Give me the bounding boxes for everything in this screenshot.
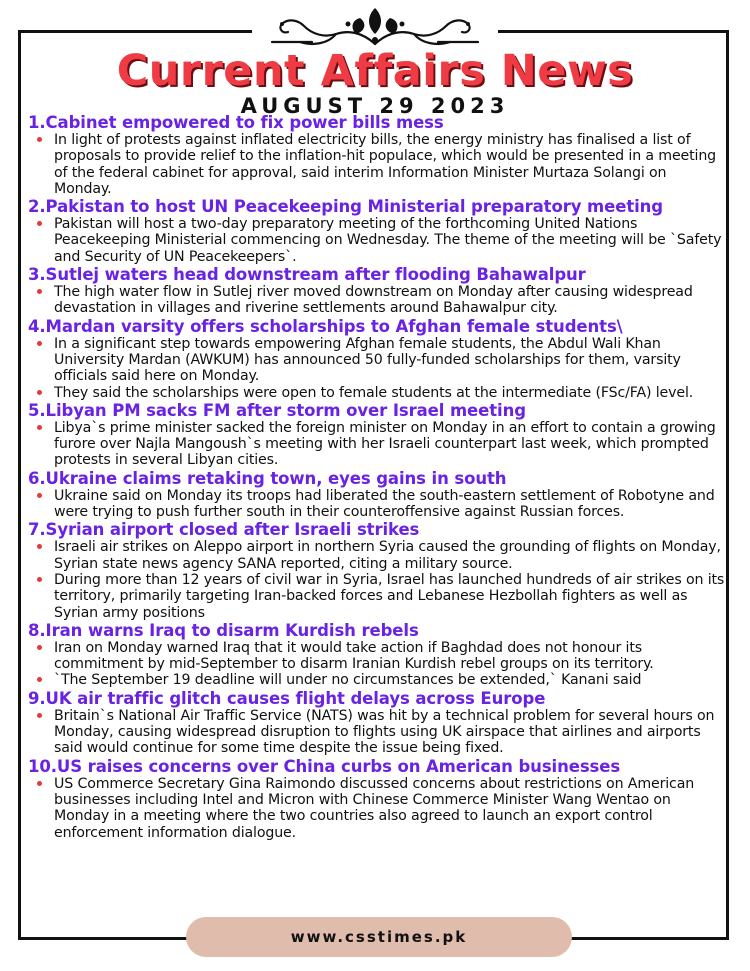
news-bullet-text: Israeli air strikes on Aleppo airport in northern Syria caused the grounding of flights on Monday, Syrian state news agency SANA reported, citing a military source.	[54, 539, 721, 572]
red-dot-bullet-icon	[37, 341, 42, 346]
news-item	[28, 469, 728, 521]
red-dot-bullet-icon	[37, 289, 42, 294]
news-item	[28, 621, 728, 689]
news-headline: 10.US raises concerns over China curbs on American businesses	[28, 756, 621, 776]
red-dot-bullet-icon	[37, 493, 42, 498]
page-date: AUGUST 29 2023	[240, 94, 510, 118]
red-dot-bullet-icon	[37, 577, 42, 582]
news-headline: 6.Ukraine claims retaking town, eyes gains in south	[28, 468, 507, 488]
news-bullet-text: US Commerce Secretary Gina Raimondo discussed concerns about restrictions on American businesses including Intel and Micron with Chinese Commerce Minister Wang Wentao on Monday in a meeting where the two countries also agreed to launch an export control enforcement information dialogue.	[54, 775, 695, 841]
news-item	[28, 520, 728, 620]
news-item	[28, 113, 728, 197]
news-bullet-text: `The September 19 deadline will under no circumstances be extended,` Kanani said	[54, 672, 642, 689]
news-bullet-text: In a significant step towards empowering Afghan female students, the Abdul Wali Khan University Mardan (AWKUM) has announced 50 fully-funded scholarships for them, varsity officials said here on Monday.	[54, 335, 681, 385]
news-bullet-text: In light of protests against inflated electricity bills, the energy ministry has finalised a list of proposals to provide relief to the inflation-hit populace, which would be presented in a meeting of the federal cabinet for approval, said interim Information Minister Murtaza Solangi on Monday.	[54, 132, 717, 197]
page-title: Current Affairs News	[116, 46, 634, 96]
news-item	[28, 757, 728, 841]
news-bullet-text: Iran on Monday warned Iraq that it would take action if Baghdad does not honour its commitment by mid-September to disarm Iranian Kurdish rebel groups on its territory.	[54, 639, 654, 673]
news-bullet	[54, 284, 728, 317]
red-dot-bullet-icon	[37, 781, 42, 786]
news-item	[28, 197, 728, 265]
news-bullet	[54, 488, 728, 521]
news-item	[28, 401, 728, 469]
red-dot-bullet-icon	[37, 677, 42, 682]
news-bullet	[54, 572, 728, 621]
news-list	[28, 113, 728, 841]
news-bullet	[54, 539, 728, 572]
news-headline: 4.Mardan varsity offers scholarships to Afghan female students\	[28, 316, 623, 336]
news-bullet	[54, 672, 728, 688]
news-bullet-text: Ukraine said on Monday its troops had liberated the south-eastern settlement of Robotyne and were trying to push further south in their counteroffensive against Russian forces.	[54, 487, 715, 521]
news-headline: 2.Pakistan to host UN Peacekeeping Ministerial preparatory meeting	[28, 197, 664, 217]
red-dot-bullet-icon	[37, 544, 42, 549]
news-bullet	[54, 708, 728, 757]
news-bullet	[54, 420, 728, 469]
news-item	[28, 317, 728, 401]
news-bullet-text: During more than 12 years of civil war in Syria, Israel has launched hundreds of air strikes on its territory, primarily targeting Iran-backed forces and Lebanese Hezbollah fighters as well as Syrian army positions	[54, 571, 725, 621]
website-footer: www.csstimes.pk	[186, 917, 572, 957]
news-bullet-text: Libya`s prime minister sacked the foreign minister on Monday in an effort to contain a growing furore over Najla Mangoush`s meeting with her Israeli counterpart last week, which prompted protests in several Libyan cities.	[54, 419, 716, 469]
news-bullet	[54, 216, 728, 265]
news-item	[28, 265, 728, 317]
news-headline: 9.UK air traffic glitch causes flight delays across Europe	[28, 688, 546, 708]
news-headline: 3.Sutlej waters head downstream after flooding Bahawalpur	[28, 265, 586, 285]
news-bullet	[54, 776, 728, 841]
news-bullet-text: They said the scholarships were open to female students at the intermediate (FSc/FA) level.	[54, 384, 694, 401]
news-bullet	[54, 132, 728, 197]
red-dot-bullet-icon	[37, 425, 42, 430]
red-dot-bullet-icon	[37, 137, 42, 142]
news-bullet-text: The high water flow in Sutlej river moved downstream on Monday after causing widespread devastation in villages and riverine settlements around Bahawalpur city.	[54, 284, 693, 317]
red-dot-bullet-icon	[37, 645, 42, 650]
news-headline: 5.Libyan PM sacks FM after storm over Israel meeting	[28, 400, 526, 420]
red-dot-bullet-icon	[37, 390, 42, 395]
news-headline: 8.Iran warns Iraq to disarm Kurdish rebels	[28, 620, 419, 640]
news-bullet-text: Britain`s National Air Traffic Service (NATS) was hit by a technical problem for several hours on Monday, causing widespread disruption to flights using UK airspace that airlines and airports said would continue for some time despite the issue being fixed.	[54, 707, 715, 757]
news-item	[28, 689, 728, 757]
red-dot-bullet-icon	[37, 713, 42, 718]
news-bullet	[54, 385, 728, 401]
news-headline: 7.Syrian airport closed after Israeli strikes	[28, 520, 420, 540]
news-bullet	[54, 640, 728, 673]
red-dot-bullet-icon	[37, 221, 42, 226]
news-bullet-text: Pakistan will host a two-day preparatory meeting of the forthcoming United Nations Peacekeeping Ministerial commencing on Wednesday. The theme of the meeting will be `Safety and Security of UN Peacekeepers`.	[54, 216, 722, 265]
news-headline: 1.Cabinet empowered to fix power bills mess	[28, 113, 444, 132]
news-bullet	[54, 336, 728, 385]
